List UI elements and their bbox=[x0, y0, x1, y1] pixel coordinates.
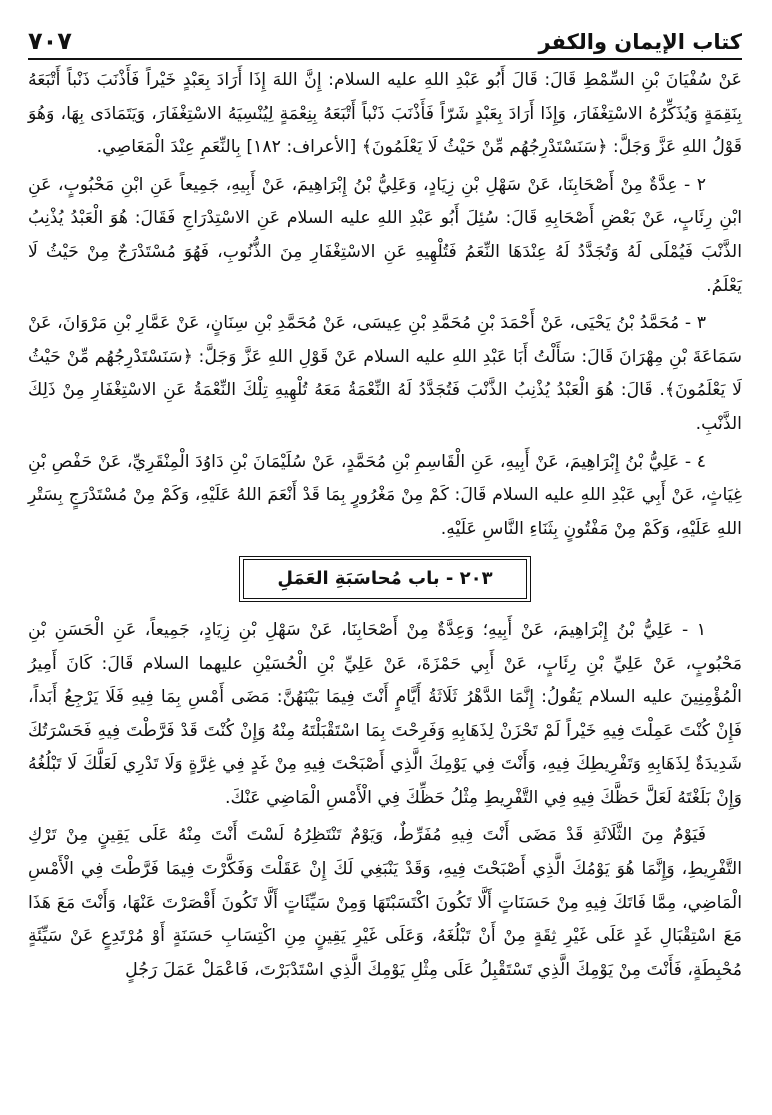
book-title: كتاب الإيمان والكفر bbox=[538, 30, 742, 54]
chapter-heading: ٢٠٣ - باب مُحاسَبَةِ العَمَلِ bbox=[243, 559, 527, 599]
paragraph: ٢ - عِدَّةٌ مِنْ أَصْحَابِنَا، عَنْ سَهْلِ بْنِ زِيَادٍ، وَعَلِيُّ بْنُ إِبْرَاهِيمَ، عَنْ أَبِيهِ، جَمِيعاً عَنِ ابْنِ مَحْبُوبٍ، عَنِ ابْنِ رِئَابٍ، عَنْ بَعْضِ أَصْحَابِهِ قَالَ: سُئِلَ أَبُو عَبْدِ اللهِ عليه السلام عَنِ الاسْتِدْرَاجِ فَقَالَ: هُوَ الْعَبْدُ يُذْنِبُ الذَّنْبَ فَيُمْلَى لَهُ وَتُجَدَّدُ لَهُ عِنْدَهَا النِّعَمُ فَتُلْهِيهِ عَنِ الاسْتِغْفَارِ مِنَ الذُّنُوبِ، فَهُوَ مُسْتَدْرَجٌ مِنْ حَيْثُ لَا يَعْلَمُ. bbox=[28, 174, 742, 296]
paragraph: ٤ - عَلِيُّ بْنُ إِبْرَاهِيمَ، عَنْ أَبِيهِ، عَنِ الْقَاسِمِ بْنِ مُحَمَّدٍ، عَنْ سُلَيْمَانَ بْنِ دَاوُدَ الْمِنْقَرِيِّ، عَنْ حَفْصِ بْنِ غِيَاثٍ، عَنْ أَبِي عَبْدِ اللهِ عليه السلام قَالَ: كَمْ مِنْ مَغْرُورٍ بِمَا قَدْ أَنْعَمَ اللهُ عَلَيْهِ، وَكَمْ مِنْ مُسْتَدْرَجٍ بِسَتْرِ اللهِ عَلَيْهِ، وَكَمْ مِنْ مَفْتُونٍ بِثَنَاءِ النَّاسِ عَلَيْهِ. bbox=[28, 451, 742, 539]
running-header bbox=[28, 18, 742, 60]
paragraph: فَيَوْمٌ مِنَ الثَّلَاثَةِ قَدْ مَضَى أَنْتَ فِيهِ مُفَرِّطٌ، وَيَوْمٌ تَنْتَظِرُهُ لَسْتَ أَنْتَ مِنْهُ عَلَى يَقِينٍ مِنْ تَرْكِ التَّفْرِيطِ، وَإِنَّمَا هُوَ يَوْمُكَ الَّذِي أَصْبَحْتَ فِيهِ، وَقَدْ يَنْبَغِي لَكَ إِنْ عَقَلْتَ وَفَكَّرْتَ فِيمَا فَرَّطْتَ فِي الْأَمْسِ الْمَاضِي، مِمَّا فَاتَكَ فِيهِ مِنْ حَسَنَاتٍ أَلَّا تَكُونَ اكْتَسَبْتَهَا وَمِنْ سَيِّئَاتٍ أَلَّا تَكُونَ أَقْصَرْتَ عَنْهَا، وَأَنْتَ مَعَ هَذَا مَعَ اسْتِقْبَالِ غَدٍ عَلَى غَيْرِ ثِقَةٍ مِنْ أَنْ تَبْلُغَهُ، وَعَلَى غَيْرِ يَقِينٍ مِنِ اكْتِسَابِ حَسَنَةٍ أَوْ مُرْتَدِعٍ عَنْ سَيِّئَةٍ مُحْبِطَةٍ، فَأَنْتَ مِنْ يَوْمِكَ الَّذِي تَسْتَقْبِلُ عَلَى مِثْلِ يَوْمِكَ الَّذِي اسْتَدْبَرْتَ، فَاعْمَلْ عَمَلَ رَجُلٍ bbox=[28, 825, 742, 980]
paragraph: عَنْ سُفْيَانَ بْنِ السِّمْطِ قَالَ: قَالَ أَبُو عَبْدِ اللهِ عليه السلام: إِنَّ اللهَ إِذَا أَرَادَ بِعَبْدٍ خَيْراً فَأَذْنَبَ ذَنْباً أَتْبَعَهُ بِنَقِمَةٍ وَيُذَكِّرُهُ الاسْتِغْفَارَ، وَإِذَا أَرَادَ بِعَبْدٍ شَرّاً فَأَذْنَبَ ذَنْباً أَتْبَعَهُ بِنِعْمَةٍ لِيُنْسِيَهُ الاسْتِغْفَارَ، وَيَتَمَادَى بِهَا، وَهُوَ قَوْلُ اللهِ عَزَّ وَجَلَّ: ﴿سَنَسْتَدْرِجُهُم مِّنْ حَيْثُ لَا يَعْلَمُونَ﴾ [الأعراف: ١٨٢] بِالنِّعَمِ عِنْدَ الْمَعَاصِي. bbox=[28, 70, 742, 158]
chapter-heading-box bbox=[239, 556, 531, 602]
paragraph: ٣ - مُحَمَّدُ بْنُ يَحْيَى، عَنْ أَحْمَدَ بْنِ مُحَمَّدِ بْنِ عِيسَى، عَنْ مُحَمَّدِ بْنِ سِنَانٍ، عَنْ عَمَّارِ بْنِ مَرْوَانَ، عَنْ سَمَاعَةَ بْنِ مِهْرَانَ قَالَ: سَأَلْتُ أَبَا عَبْدِ اللهِ عليه السلام عَنْ قَوْلِ اللهِ عَزَّ وَجَلَّ: ﴿سَنَسْتَدْرِجُهُم مِّنْ حَيْثُ لَا يَعْلَمُونَ﴾. قَالَ: هُوَ الْعَبْدُ يُذْنِبُ الذَّنْبَ فَتُجَدَّدُ لَهُ النِّعْمَةُ مَعَهُ تُلْهِيهِ تِلْكَ النِّعْمَةُ عَنِ الاسْتِغْفَارِ مِنْ ذَلِكَ الذَّنْبِ. bbox=[28, 313, 742, 434]
page-number: ٧٠٧ bbox=[28, 27, 72, 55]
page-body bbox=[28, 64, 742, 991]
paragraph: ١ - عَلِيُّ بْنُ إِبْرَاهِيمَ، عَنْ أَبِيهِ؛ وَعِدَّةٌ مِنْ أَصْحَابِنَا، عَنْ سَهْلِ بْنِ زِيَادٍ، جَمِيعاً، عَنِ الْحَسَنِ بْنِ مَحْبُوبٍ، عَنْ عَلِيِّ بْنِ رِئَابٍ، عَنْ أَبِي حَمْزَةَ، عَنْ عَلِيِّ بْنِ الْحُسَيْنِ عليهما السلام قَالَ: كَانَ أَمِيرُ الْمُؤْمِنِينَ عليه السلام يَقُولُ: إِنَّمَا الدَّهْرُ ثَلَاثَةُ أَيَّامٍ أَنْتَ فِيمَا بَيْنَهُنَّ: مَضَى أَمْسِ بِمَا فِيهِ فَلَا يَرْجِعُ أَبَداً، فَإِنْ كُنْتَ عَمِلْتَ فِيهِ خَيْراً لَمْ تَحْزَنْ لِذَهَابِهِ وَفَرِحْتَ بِمَا اسْتَقْبَلْتَهُ مِنْهُ وَإِنْ كُنْتَ قَدْ فَرَّطْتَ فِيهِ فَحَسْرَتُكَ شَدِيدَةٌ لِذَهَابِهِ وَتَفْرِيطِكَ فِيهِ، وَأَنْتَ فِي يَوْمِكَ الَّذِي أَصْبَحْتَ فِيهِ مِنْ غَدٍ فِي غِرَّةٍ وَلَا تَدْرِي لَعَلَّكَ لَا تَبْلُغُهُ وَإِنْ بَلَغْتَهُ لَعَلَّ حَظَّكَ فِيهِ فِي التَّفْرِيطِ مِثْلُ حَظِّكَ فِي الْأَمْسِ الْمَاضِي عَنْكَ. bbox=[28, 619, 742, 808]
